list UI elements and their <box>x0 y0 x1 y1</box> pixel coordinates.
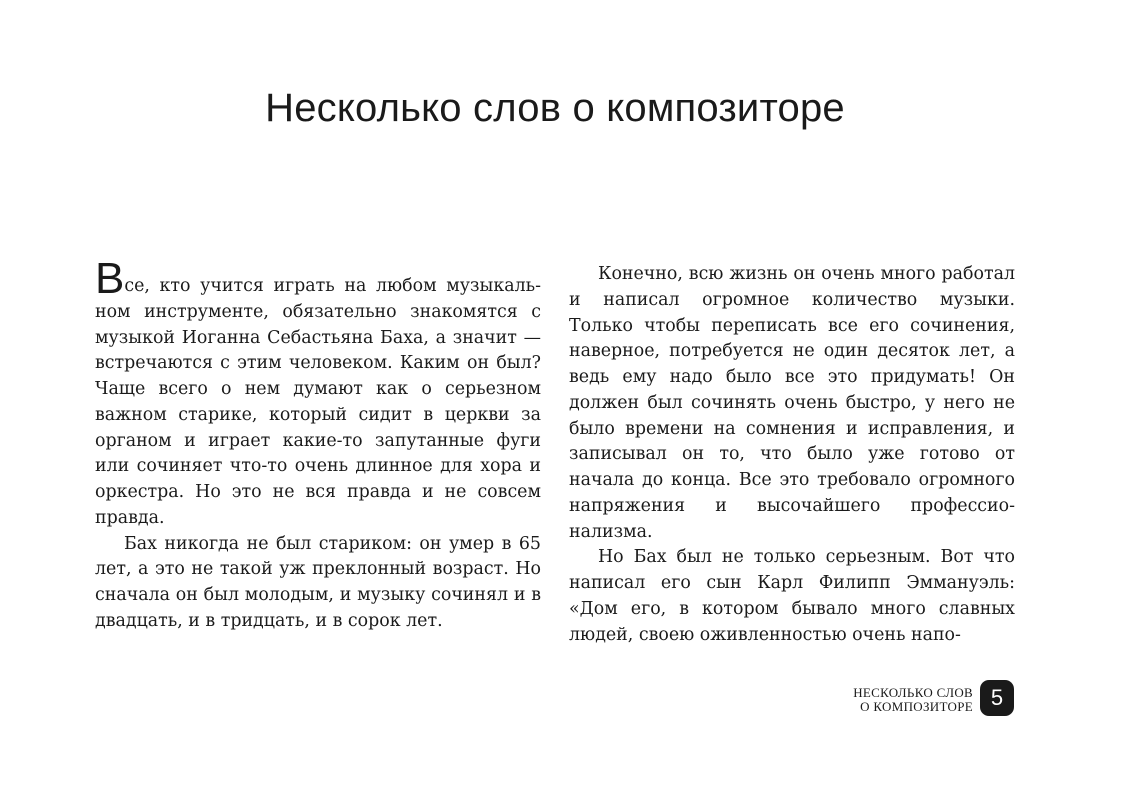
drop-cap: В <box>95 254 125 303</box>
page-title: Несколько слов о композиторе <box>265 86 845 130</box>
running-head-line: О КОМПОЗИТОРЕ <box>860 699 973 714</box>
right-column <box>569 262 1015 648</box>
paragraph-text: се, кто учится играть на любом музыкальном инструменте, обязательно знакомятся с музыкой Иоганна Себастьяна Баха, а значит — встречаются с этим человеком. Каким он был? Чаще всего о нем думают как о серьезном важном старике, который сидит в церкви за органом и играет какие-то запутанные фуги или сочиняет что-то очень длинное для хора и оркестра. Но это не вся правда и не совсем правда. <box>95 276 541 528</box>
running-head-line: НЕСКОЛЬКО СЛОВ <box>853 685 973 700</box>
paragraph <box>95 254 541 532</box>
left-column <box>95 254 541 635</box>
paragraph: Но Бах был не только серьезным. Вот что написал его сын Карл Филипп Эммануэль: «Дом его, в котором бывало много славных людей, своею оживленностью очень напо- <box>569 547 1015 645</box>
page-number-badge: 5 <box>980 680 1014 716</box>
running-head <box>853 686 973 714</box>
paragraph: Бах никогда не был стариком: он умер в 65 лет, а это не такой уж преклонный возраст. Но сначала он был молодым, и музыку сочинял и в двадцать, и в тридцать, и в сорок лет. <box>95 533 541 631</box>
paragraph: Конечно, всю жизнь он очень много работал и написал огромное количество музыки. Только чтобы переписать все его сочинения, наверное, потребуется не один десяток лет, а ведь ему надо было все это придумать! Он должен был сочинять очень быстро, у него не было времени на сомнения и исправления, и записывал он то, что было уже готово от начала до конца. Все это требовало огромного напряжения и высочайшего профессионализма. <box>569 264 1015 542</box>
